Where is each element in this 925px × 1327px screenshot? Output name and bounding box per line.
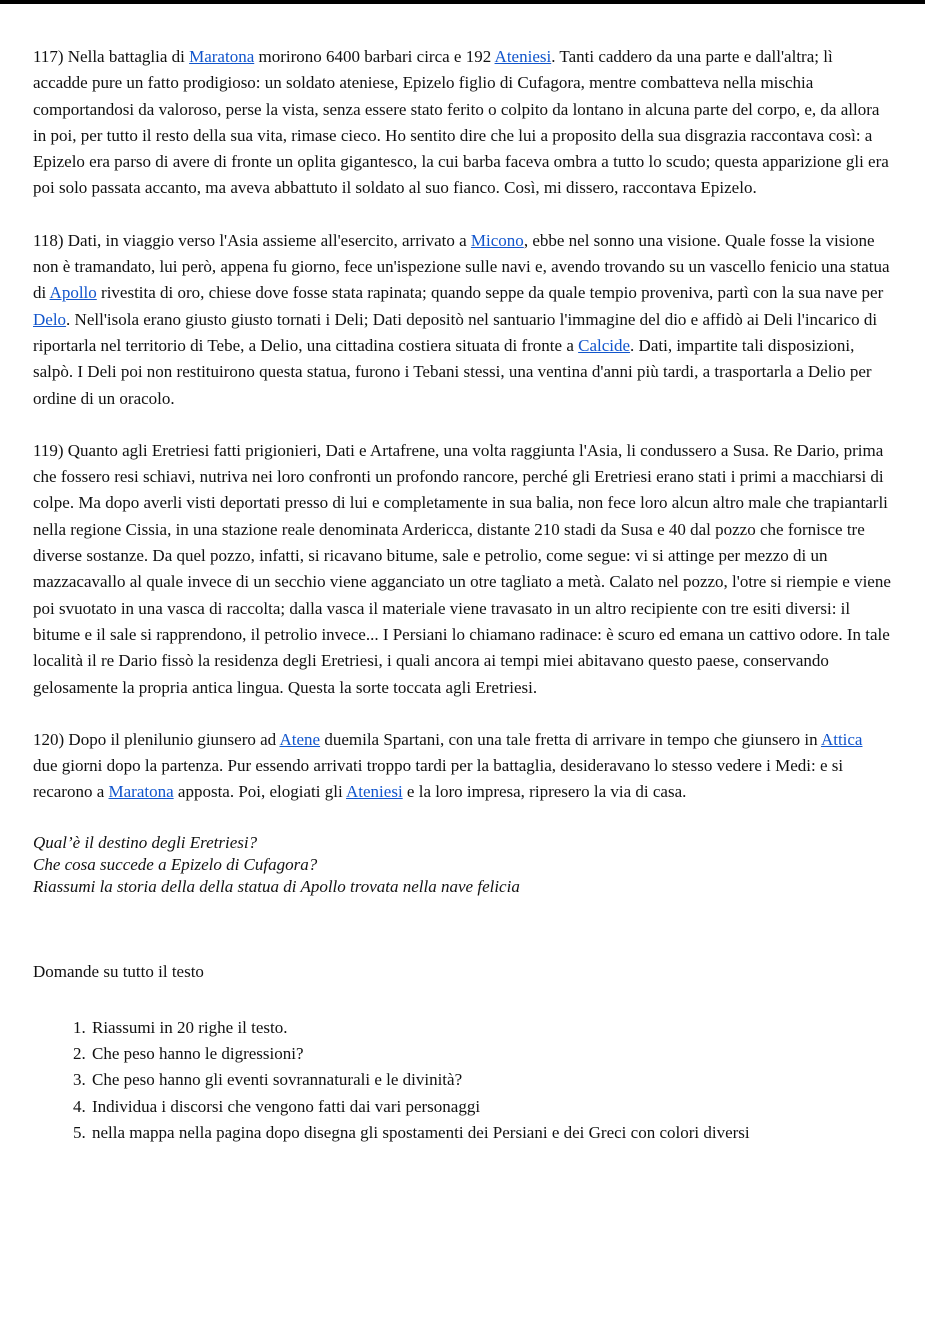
list-item: 4. Individua i discorsi che vengono fatti dai vari personaggi: [90, 1094, 891, 1120]
text-body: [33, 44, 891, 806]
question-line: Qual’è il destino degli Eretriesi?: [33, 832, 258, 852]
link-apollo[interactable]: Apollo: [49, 283, 97, 303]
text-run: 119) Quanto agli Eretriesi fatti prigionieri, Dati e Artafrene, una volta raggiunta l'Asia, li condussero a Susa. Re Dario, prima che fossero resi schiavi, nutriva nei loro confronti un profondo rancore, perché gli Eretriesi erano stati i primi a macchiarsi di colpe. Ma dopo averli visti deportati presso di lui e completamente in sua balia, non fece loro alcun altro male che trapiantarli nella regione Cissia, in una stazione reale denominata Ardericca, distante 210 stadi da Susa e 40 dal pozzo che fornisce tre diverse sostanze. Da quel pozzo, infatti, si ricavano bitume, sale e petrolio, come segue: vi si attinge per mezzo di un mazzacavallo al quale invece di un secchio viene agganciato un otre tagliato a metà. Calato nel pozzo, l'otre si riempie e viene poi svuotato in una vasca di raccolta; dalla vasca il materiale viene travasato in un altro recipiente con tre esiti diversi: il bitume e il sale si rapprendono, il petrolio invece... I Persiani lo chiamano radinace: è scuro ed emana un cattivo odore. In tale località il re Dario fissò la residenza degli Eretriesi, i quali ancora ai tempi miei abitavano questo paese, conservando gelosamente la propria antica lingua. Questa la sorte toccata agli Eretriesi.: [33, 440, 891, 697]
italic-questions: [33, 832, 891, 898]
text-run: . Tanti caddero da una parte e dall'altra; lì accadde pure un fatto prodigioso: un soldato ateniese, Epizelo figlio di Cufagora, mentre combatteva nella mischia comportandosi da valoroso, perse la vista, senza essere stato ferito o colpito da lontano in alcuna parte del corpo, e, da allora in poi, per tutto il resto della sua vita, rimase cieco. Ho sentito dire che lui a proposito della sua disgrazia raccontava così: a Epizelo era parso di avere di fronte un oplita gigantesco, la cui barba faceva ombra a tutto lo scudo; questa apparizione gli era poi solo passata accanto, ma aveva abbattuto il soldato al suo fianco. Così, mi dissero, raccontava Epizelo.: [33, 47, 889, 198]
list-item: 3. Che peso hanno gli eventi sovrannaturali e le divinità?: [90, 1067, 891, 1093]
top-border: [0, 0, 925, 4]
paragraph-117: [33, 44, 891, 202]
link-delo[interactable]: Delo: [33, 309, 67, 329]
question-line: Riassumi la storia della della statua di Apollo trovata nella nave felicia: [33, 876, 520, 896]
text-run: , ebbe nel sonno una visione. Quale fosse la visione non è tramandato, lui però, appena fu giorno, fece un'ispezione sulle navi e, avendo trovando su un vascello fenicio una statua di: [33, 230, 890, 303]
text-run: . Dati, impartite tali disposizioni, salpò. I Deli poi non restituirono questa statua, furono i Tebani stessi, una ventina d'anni più tardi, a trasportarla a Delio per ordine di un oracolo.: [33, 335, 872, 408]
text-run: morirono 6400 barbari circa e 192: [254, 47, 495, 66]
text-run: e la loro impresa, ripresero la via di casa.: [402, 782, 687, 802]
text-run: apposta. Poi, elogiati gli: [173, 782, 347, 802]
text-run: due giorni dopo la partenza. Pur essendo arrivati troppo tardi per la battaglia, desideravano lo stesso vedere i Medi: e si recarono a: [33, 756, 844, 802]
text-run: duemila Spartani, con una tale fretta di arrivare in tempo che giunsero in: [320, 729, 821, 749]
text-run: 117) Nella battaglia di: [33, 47, 190, 66]
text-run: 120) Dopo il plenilunio giunsero ad: [33, 729, 280, 749]
text-run: . Nell'isola erano giusto giusto tornati i Deli; Dati depositò nel santuario l'immagine del dio e affidò ai Deli l'incarico di riportarla nel territorio di Tebe, a Delio, una cittadina costiera situata di fronte a: [33, 309, 878, 355]
numbered-list: [33, 1015, 891, 1146]
link-attica[interactable]: Attica: [820, 729, 863, 749]
text-run: 118) Dati, in viaggio verso l'Asia assieme all'esercito, arrivato a: [33, 230, 471, 250]
link-maratona[interactable]: Maratona: [189, 47, 255, 66]
list-item: 2. Che peso hanno le digressioni?: [90, 1041, 891, 1067]
paragraph-120: [33, 727, 891, 806]
document-page: [33, 44, 891, 1146]
list-item: 5. nella mappa nella pagina dopo disegna gli spostamenti dei Persiani e dei Greci con colori diversi: [90, 1120, 891, 1146]
paragraph-119: [33, 438, 891, 701]
section-heading: Domande su tutto il testo: [33, 961, 204, 981]
text-run: rivestita di oro, chiese dove fosse stata rapinata; quando seppe da quale tempio proveniva, partì con la sua nave per: [96, 283, 884, 303]
link-ateniesi[interactable]: Ateniesi: [346, 782, 403, 802]
question-line: Che cosa succede a Epizelo di Cufagora?: [33, 854, 318, 874]
link-calcide[interactable]: Calcide: [578, 335, 631, 355]
paragraph-118: [33, 228, 891, 412]
link-atene[interactable]: Atene: [279, 729, 321, 749]
link-maratona[interactable]: Maratona: [108, 782, 174, 802]
link-micono[interactable]: Micono: [470, 230, 524, 250]
link-ateniesi[interactable]: Ateniesi: [494, 47, 552, 66]
list-item: 1. Riassumi in 20 righe il testo.: [90, 1015, 891, 1041]
